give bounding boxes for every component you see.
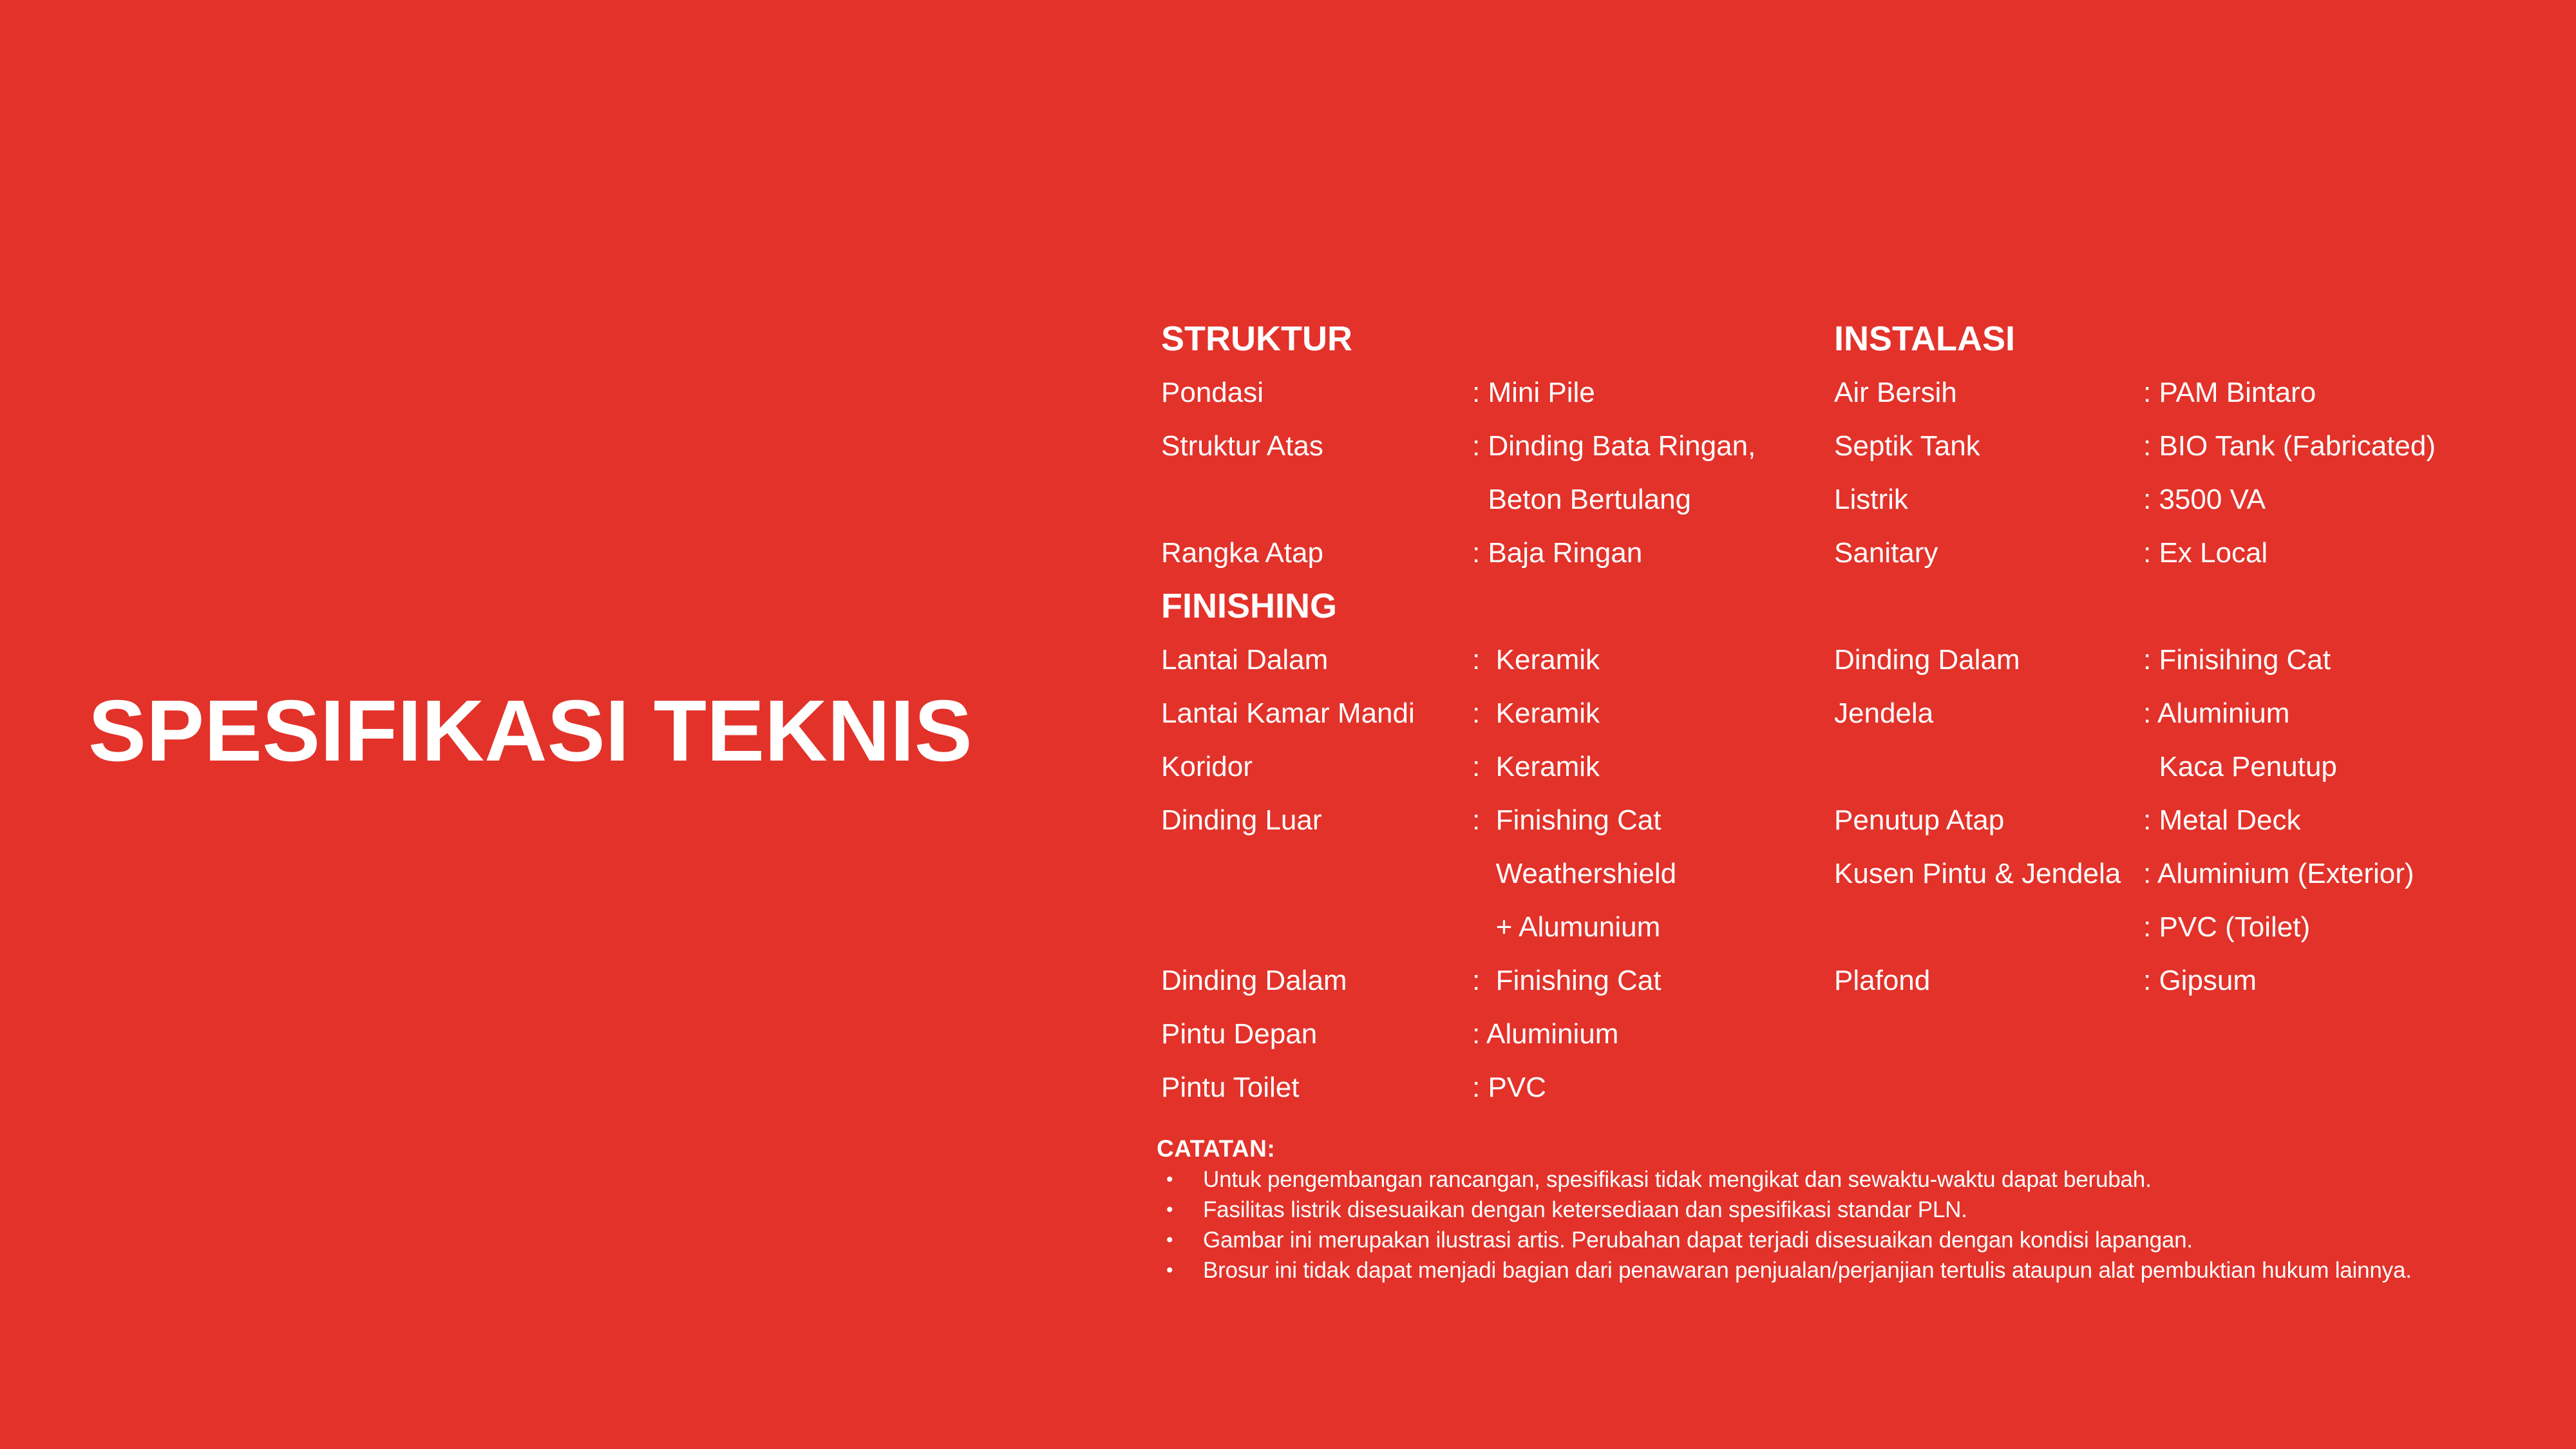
spec-label: Rangka Atap xyxy=(1161,537,1323,569)
spec-row xyxy=(1161,633,2549,687)
spec-row xyxy=(1161,847,2549,900)
spec-label: Lantai Dalam xyxy=(1161,644,1329,676)
spec-value: : Dinding Bata Ringan, xyxy=(1472,430,1756,462)
notes-title: CATATAN: xyxy=(1157,1135,1276,1162)
spec-row xyxy=(1161,580,2549,633)
spec-row xyxy=(1161,740,2549,793)
note-text: Untuk pengembangan rancangan, spesifikasi tidak mengikat dan sewaktu-waktu dapat berubah. xyxy=(1203,1167,2152,1192)
spec-label: Penutup Atap xyxy=(1834,804,2005,836)
spec-value: : Keramik xyxy=(1472,697,1600,729)
spec-value: : PVC xyxy=(1472,1072,1546,1103)
note-text: Gambar ini merupakan ilustrasi artis. Perubahan dapat terjadi disesuaikan dengan kondisi lapangan. xyxy=(1203,1227,2193,1253)
page-title: SPESIFIKASI TEKNIS xyxy=(88,682,972,779)
spec-label: Kusen Pintu & Jendela xyxy=(1834,858,2121,889)
spec-row xyxy=(1161,419,2549,473)
spec-table xyxy=(1161,312,2549,1114)
bullet-icon: • xyxy=(1166,1199,1173,1220)
spec-label: Dinding Dalam xyxy=(1161,965,1347,996)
spec-value: : Finishing Cat xyxy=(1472,804,1662,836)
spec-row xyxy=(1161,526,2549,580)
spec-label: Pintu Depan xyxy=(1161,1018,1318,1050)
note-text: Fasilitas listrik disesuaikan dengan ketersediaan dan spesifikasi standar PLN. xyxy=(1203,1197,1967,1222)
section-header: FINISHING xyxy=(1161,587,1338,625)
bullet-icon: • xyxy=(1166,1260,1173,1281)
note-item xyxy=(1157,1225,2446,1255)
spec-label: Jendela xyxy=(1834,697,1934,729)
spec-label: Struktur Atas xyxy=(1161,430,1323,462)
section-header: INSTALASI xyxy=(1834,319,2015,358)
notes-list xyxy=(1157,1164,2541,1285)
spec-row xyxy=(1161,900,2549,954)
spec-row xyxy=(1161,954,2549,1007)
spec-value: : Gipsum xyxy=(2143,965,2257,996)
notes-section xyxy=(1157,1133,2541,1285)
spec-value: + Alumunium xyxy=(1472,911,1661,943)
spec-value: : Keramik xyxy=(1472,751,1600,782)
spec-row xyxy=(1161,366,2549,419)
spec-label: Air Bersih xyxy=(1834,377,1957,408)
note-item xyxy=(1157,1195,2446,1225)
spec-label: Pintu Toilet xyxy=(1161,1072,1300,1103)
spec-label: Plafond xyxy=(1834,965,1931,996)
spec-label: Sanitary xyxy=(1834,537,1938,569)
spec-value: : 3500 VA xyxy=(2143,484,2266,515)
note-text: Brosur ini tidak dapat menjadi bagian dari penawaran penjualan/perjanjian tertulis ataupun alat pembuktian hukum lainnya. xyxy=(1203,1258,2412,1283)
spec-label: Dinding Dalam xyxy=(1834,644,2020,676)
spec-label: Dinding Luar xyxy=(1161,804,1322,836)
spec-value: : Mini Pile xyxy=(1472,377,1595,408)
spec-label: Koridor xyxy=(1161,751,1253,782)
spec-row xyxy=(1161,312,2549,366)
note-item xyxy=(1157,1164,2446,1195)
spec-value: : PVC (Toilet) xyxy=(2143,911,2311,943)
spec-value: : PAM Bintaro xyxy=(2143,377,2316,408)
spec-label: Lantai Kamar Mandi xyxy=(1161,697,1415,729)
spec-value: : Ex Local xyxy=(2143,537,2268,569)
spec-label: Listrik xyxy=(1834,484,1908,515)
spec-value: : BIO Tank (Fabricated) xyxy=(2143,430,2436,462)
spec-label: Pondasi xyxy=(1161,377,1264,408)
spec-row xyxy=(1161,687,2549,740)
spec-value: : Baja Ringan xyxy=(1472,537,1643,569)
spec-row xyxy=(1161,1061,2549,1114)
bullet-icon: • xyxy=(1166,1229,1173,1251)
note-item xyxy=(1157,1255,2446,1285)
spec-row xyxy=(1161,1007,2549,1061)
spec-row xyxy=(1161,793,2549,847)
spec-value: : Finisihing Cat xyxy=(2143,644,2331,676)
spec-row xyxy=(1161,473,2549,526)
spec-value: : Aluminium xyxy=(1472,1018,1619,1050)
spec-value: : Keramik xyxy=(1472,644,1600,676)
bullet-icon: • xyxy=(1166,1169,1173,1190)
spec-label: Septik Tank xyxy=(1834,430,1980,462)
spec-value: : Aluminium xyxy=(2143,697,2290,729)
spec-value: : Finishing Cat xyxy=(1472,965,1662,996)
section-header: STRUKTUR xyxy=(1161,319,1352,358)
spec-value: : Metal Deck xyxy=(2143,804,2301,836)
spec-value: Kaca Penutup xyxy=(2143,751,2337,782)
spec-value: Weathershield xyxy=(1472,858,1677,889)
spec-value: : Aluminium (Exterior) xyxy=(2143,858,2414,889)
spec-value: Beton Bertulang xyxy=(1472,484,1692,515)
